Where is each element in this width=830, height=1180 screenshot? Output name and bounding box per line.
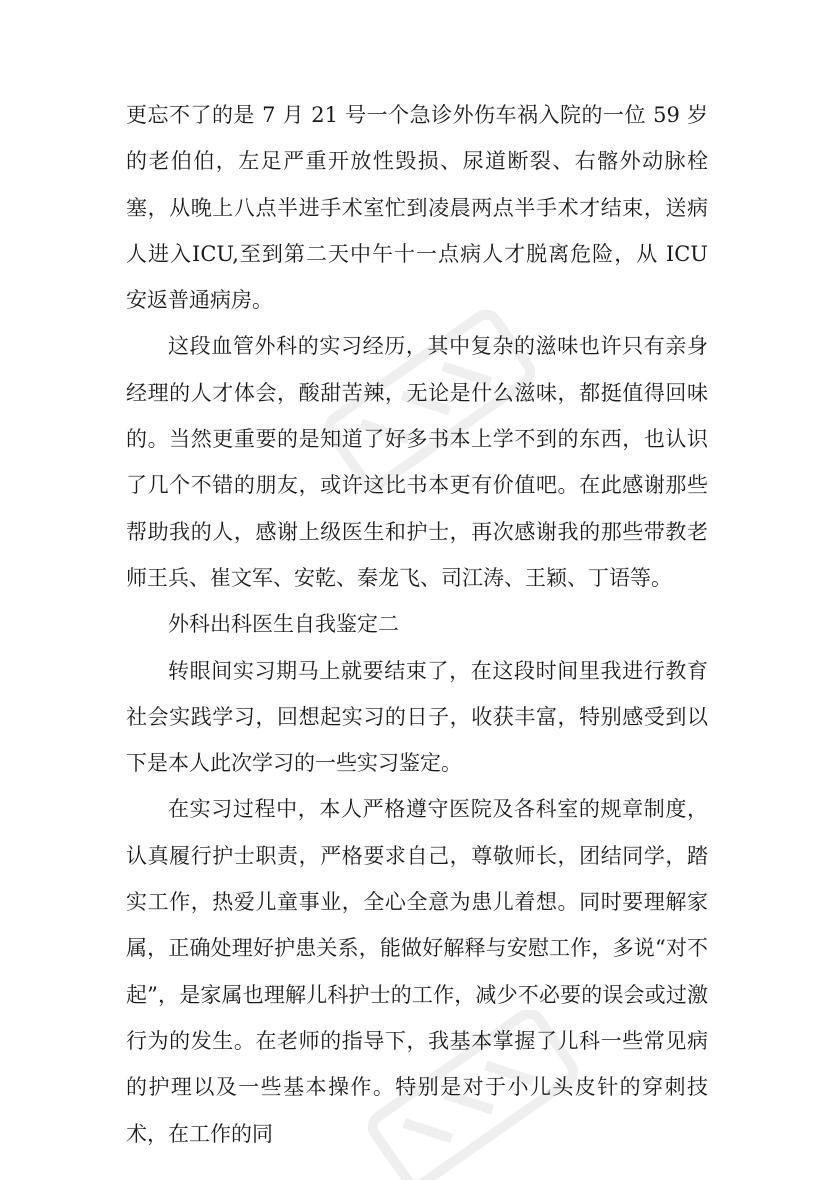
paragraph: 更忘不了的是 7 月 21 号一个急诊外伤车祸入院的一位 59 岁的老伯伯，左足严重开放性毁损、尿道断裂、右髂外动脉栓塞，从晚上八点半进手术室忙到凌晨两点半手术才结束，送病人进入ICU,至到第二天中午十一点病人才脱离危险，从 ICU 安返普通病房。	[126, 103, 708, 313]
paragraph: 这段血管外科的实习经历，其中复杂的滋味也许只有亲身经理的人才体会，酸甜苦辣，无论是什么滋味，都挺值得回味的。当然更重要的是知道了好多书本上学不到的东西，也认识了几个不错的朋友，或许这比书本更有价值吧。在此感谢那些帮助我的人，感谢上级医生和护士，再次感谢我的那些带教老师王兵、崔文军、安乾、秦龙飞、司江涛、王颖、丁语等。	[126, 334, 708, 590]
section-heading: 外科出科医生自我鉴定二	[168, 612, 399, 637]
document-body	[126, 92, 708, 1157]
paragraph: 在实习过程中，本人严格遵守医院及各科室的规章制度，认真履行护士职责，严格要求自己，尊敬师长，团结同学，踏实工作，热爱儿童事业，全心全意为患儿着想。同时要理解家属，正确处理好护患关系，能做好解释与安慰工作，多说“对不起”，是家属也理解儿科护士的工作，减少不必要的误会或过激行为的发生。在老师的指导下，我基本掌握了儿科一些常见病的护理以及一些基本操作。特别是对于小儿头皮针的穿刺技术，在工作的同	[126, 797, 708, 1146]
paragraph: 转眼间实习期马上就要结束了，在这段时间里我进行教育社会实践学习，回想起实习的日子，收获丰富，特别感受到以下是本人此次学习的一些实习鉴定。	[126, 658, 708, 776]
